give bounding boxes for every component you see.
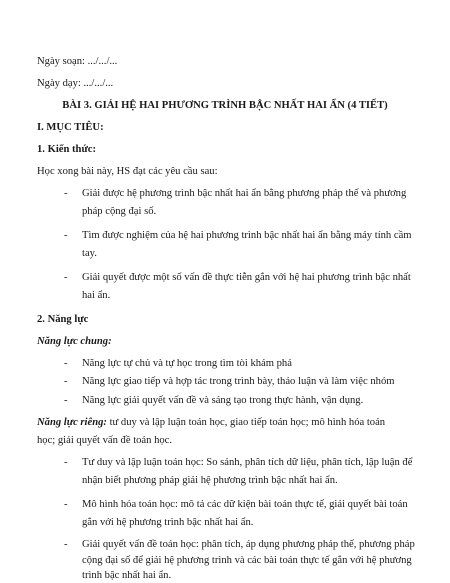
bullet-dash: - (64, 376, 68, 387)
bullet-dash: - (64, 230, 68, 241)
knowledge-intro: Học xong bài này, HS đạt các yêu cầu sau: (37, 166, 218, 177)
list-item-line: Tìm được nghiệm của hệ hai phương trình bậc nhất hai ẩn bằng máy tính cầm (82, 230, 412, 241)
list-item-line: Giải quyết được một số vấn đề thực tiễn gắn với hệ hai phương trình bậc nhất (82, 272, 411, 283)
list-item-line: Năng lực giao tiếp và hợp tác trong trình bày, thảo luận và làm việc nhóm (82, 376, 395, 387)
specific-competencies-paragraph (37, 416, 385, 430)
bullet-dash: - (64, 188, 68, 199)
bullet-dash: - (64, 457, 68, 468)
list-item-line: Năng lực tự chủ và tự học trong tìm tòi khám phá (82, 358, 292, 369)
list-item-line: tay. (82, 248, 97, 259)
bullet-dash: - (64, 272, 68, 283)
bullet-dash: - (64, 358, 68, 369)
date-prepared: Ngày soạn: .../.../... (37, 56, 118, 67)
list-item-line: Giải được hệ phương trình bậc nhất hai ẩn bằng phương pháp thế và phương (82, 188, 407, 199)
bullet-dash: - (64, 499, 68, 510)
paragraph-text: tư duy và lập luận toán học, giao tiếp toán học; mô hình hóa toán (106, 417, 386, 428)
paragraph-text: học; giải quyết vấn đề toán học. (37, 435, 173, 446)
list-item-line: Mô hình hóa toán học: mô tả các dữ kiện bài toán thực tế, giải quyết bài toán (82, 499, 408, 510)
list-item-line: gắn với hệ phương trình bậc nhất hai ẩn. (82, 517, 254, 528)
list-item-line: trình bậc nhất hai ẩn. (82, 570, 172, 581)
bullet-dash: - (64, 395, 68, 406)
bullet-dash: - (64, 539, 68, 550)
list-item-line: hai ẩn. (82, 290, 111, 301)
section-heading-objectives: I. MỤC TIÊU: (37, 122, 104, 133)
list-item-line: Tư duy và lập luận toán học: So sánh, phân tích dữ liệu, phân tích, lập luận để (82, 457, 413, 468)
date-taught: Ngày dạy: .../.../... (37, 78, 114, 89)
list-item-line: cộng đại số để giải hệ phương trình và các bài toán thực tế gắn với hệ phương (82, 555, 412, 566)
list-item-line: nhận biết phương pháp giải hệ phương trình bậc nhất hai ẩn. (82, 475, 338, 486)
list-item-line: pháp cộng đại số. (82, 206, 157, 217)
list-item-line: Năng lực giải quyết vấn đề và sáng tạo trong thực hành, vận dụng. (82, 395, 364, 406)
lesson-title: BÀI 3. GIẢI HỆ HAI PHƯƠNG TRÌNH BẬC NHẤT HAI ẨN (4 TIẾT) (62, 100, 388, 111)
specific-competencies-label: Năng lực riêng: (37, 417, 107, 428)
general-competencies-heading: Năng lực chung: (37, 336, 112, 347)
subheading-knowledge: 1. Kiến thức: (37, 144, 97, 155)
subheading-competencies: 2. Năng lực (37, 314, 89, 325)
list-item-line: Giải quyết vấn đề toán học: phân tích, áp dụng phương pháp thế, phương pháp (82, 539, 415, 550)
